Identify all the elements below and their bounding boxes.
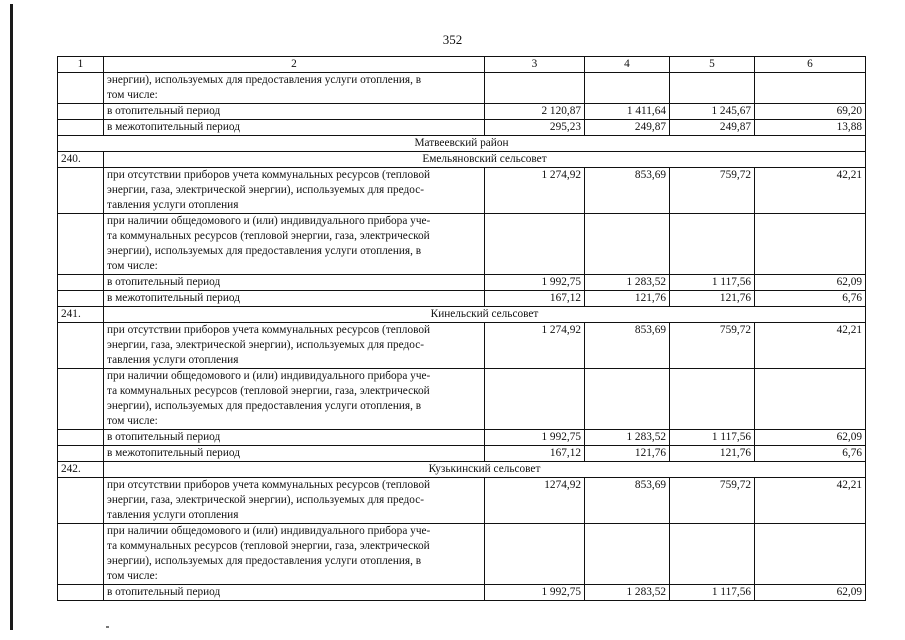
description-line: энергии), используемых для предоставления услуги отопления, в xyxy=(107,555,422,567)
value-cell: 295,23 xyxy=(485,120,585,136)
row-description xyxy=(104,478,485,524)
column-header: 6 xyxy=(755,57,866,73)
column-header: 2 xyxy=(104,57,485,73)
value-cell xyxy=(485,73,585,104)
value-cell: 249,87 xyxy=(670,120,755,136)
period-row xyxy=(58,430,866,446)
value-cell xyxy=(670,369,755,430)
tariff-table xyxy=(57,56,866,601)
description-line: та коммунальных ресурсов (тепловой энергии, газа, электрической xyxy=(107,230,430,242)
description-line: энергии), используемых для предоставления услуги отопления, в xyxy=(107,74,422,86)
value-cell: 42,21 xyxy=(755,478,866,524)
value-cell: 1 283,52 xyxy=(585,275,670,291)
description-line: тавления услуги отопления xyxy=(107,199,239,211)
description-row xyxy=(58,168,866,214)
row-description xyxy=(104,168,485,214)
value-cell: 759,72 xyxy=(670,478,755,524)
row-index-cell xyxy=(58,446,104,462)
row-label: в отопительный период xyxy=(104,585,485,601)
district-name: Матвеевский район xyxy=(58,136,866,152)
description-line: тавления услуги отопления xyxy=(107,509,239,521)
value-cell: 1 992,75 xyxy=(485,275,585,291)
description-line: при наличии общедомового и (или) индивидуального прибора уче- xyxy=(107,370,431,382)
value-cell: 249,87 xyxy=(585,120,670,136)
value-cell: 1 274,92 xyxy=(485,168,585,214)
value-cell: 2 120,87 xyxy=(485,104,585,120)
value-cell: 42,21 xyxy=(755,168,866,214)
row-index-cell xyxy=(58,478,104,524)
description-line: том числе: xyxy=(107,570,158,582)
value-cell: 13,88 xyxy=(755,120,866,136)
period-row xyxy=(58,275,866,291)
description-line: том числе: xyxy=(107,89,158,101)
description-line: при наличии общедомового и (или) индивидуального прибора уче- xyxy=(107,525,431,537)
description-line: при наличии общедомового и (или) индивидуального прибора уче- xyxy=(107,215,431,227)
value-cell: 1274,92 xyxy=(485,478,585,524)
column-header: 3 xyxy=(485,57,585,73)
description-row xyxy=(58,478,866,524)
value-cell: 759,72 xyxy=(670,323,755,369)
value-cell: 1 274,92 xyxy=(485,323,585,369)
description-row xyxy=(58,323,866,369)
description-line: том числе: xyxy=(107,260,158,272)
value-cell: 121,76 xyxy=(585,291,670,307)
value-cell xyxy=(670,214,755,275)
description-line: при отсутствии приборов учета коммунальных ресурсов (тепловой xyxy=(107,479,431,491)
value-cell xyxy=(670,524,755,585)
value-cell xyxy=(485,524,585,585)
section-number: 241. xyxy=(58,307,104,323)
section-row xyxy=(58,307,866,323)
description-line: энергии, газа, электрической энергии), используемых для предос- xyxy=(107,494,424,506)
row-description xyxy=(104,323,485,369)
value-cell: 6,76 xyxy=(755,291,866,307)
value-cell: 853,69 xyxy=(585,168,670,214)
section-row xyxy=(58,152,866,168)
value-cell: 1 992,75 xyxy=(485,585,585,601)
row-index-cell xyxy=(58,214,104,275)
row-index-cell xyxy=(58,104,104,120)
column-header: 5 xyxy=(670,57,755,73)
section-name: Емельяновский сельсовет xyxy=(104,152,866,168)
value-cell xyxy=(755,369,866,430)
description-line: энергии, газа, электрической энергии), используемых для предос- xyxy=(107,339,424,351)
value-cell: 121,76 xyxy=(670,446,755,462)
tariff-table-body xyxy=(58,57,866,601)
period-row xyxy=(58,291,866,307)
row-index-cell xyxy=(58,524,104,585)
value-cell xyxy=(755,73,866,104)
value-cell: 62,09 xyxy=(755,275,866,291)
description-line: энергии), используемых для предоставления услуги отопления, в xyxy=(107,400,422,412)
row-label: в межотопительный период xyxy=(104,446,485,462)
period-row xyxy=(58,120,866,136)
row-description xyxy=(104,214,485,275)
value-cell: 1 117,56 xyxy=(670,430,755,446)
row-description xyxy=(104,369,485,430)
value-cell: 1 117,56 xyxy=(670,585,755,601)
value-cell: 121,76 xyxy=(585,446,670,462)
value-cell: 1 992,75 xyxy=(485,430,585,446)
value-cell xyxy=(585,369,670,430)
value-cell: 1 245,67 xyxy=(670,104,755,120)
value-cell xyxy=(755,524,866,585)
period-row xyxy=(58,104,866,120)
row-index-cell xyxy=(58,168,104,214)
value-cell: 121,76 xyxy=(670,291,755,307)
value-cell: 62,09 xyxy=(755,585,866,601)
description-line: та коммунальных ресурсов (тепловой энергии, газа, электрической xyxy=(107,540,430,552)
value-cell: 69,20 xyxy=(755,104,866,120)
description-line: та коммунальных ресурсов (тепловой энергии, газа, электрической xyxy=(107,385,430,397)
period-row xyxy=(58,585,866,601)
section-number: 240. xyxy=(58,152,104,168)
column-header: 1 xyxy=(58,57,104,73)
row-description xyxy=(104,524,485,585)
row-index-cell xyxy=(58,120,104,136)
value-cell: 167,12 xyxy=(485,446,585,462)
row-description xyxy=(104,73,485,104)
table-header-row xyxy=(58,57,866,73)
row-label: в отопительный период xyxy=(104,275,485,291)
period-row xyxy=(58,446,866,462)
value-cell xyxy=(485,214,585,275)
value-cell: 62,09 xyxy=(755,430,866,446)
row-index-cell xyxy=(58,275,104,291)
value-cell: 1 283,52 xyxy=(585,585,670,601)
row-label: в отопительный период xyxy=(104,430,485,446)
column-header: 4 xyxy=(585,57,670,73)
scan-border-line xyxy=(10,4,13,630)
description-line: энергии, газа, электрической энергии), используемых для предос- xyxy=(107,184,424,196)
description-line: тавления услуги отопления xyxy=(107,354,239,366)
value-cell xyxy=(585,73,670,104)
value-cell xyxy=(755,214,866,275)
value-cell: 1 117,56 xyxy=(670,275,755,291)
section-number: 242. xyxy=(58,462,104,478)
row-label: в отопительный период xyxy=(104,104,485,120)
row-index-cell xyxy=(58,323,104,369)
value-cell xyxy=(670,73,755,104)
section-name: Кузькинский сельсовет xyxy=(104,462,866,478)
description-line: при отсутствии приборов учета коммунальных ресурсов (тепловой xyxy=(107,169,431,181)
row-label: в межотопительный период xyxy=(104,291,485,307)
page-number: 352 xyxy=(442,32,463,47)
value-cell: 6,76 xyxy=(755,446,866,462)
value-cell: 759,72 xyxy=(670,168,755,214)
value-cell xyxy=(485,369,585,430)
value-cell: 853,69 xyxy=(585,478,670,524)
value-cell xyxy=(585,214,670,275)
description-row xyxy=(58,214,866,275)
district-row xyxy=(58,136,866,152)
row-index-cell xyxy=(58,73,104,104)
value-cell: 42,21 xyxy=(755,323,866,369)
description-row xyxy=(58,524,866,585)
row-index-cell xyxy=(58,291,104,307)
value-cell: 167,12 xyxy=(485,291,585,307)
value-cell: 1 283,52 xyxy=(585,430,670,446)
section-name: Кинельский сельсовет xyxy=(104,307,866,323)
description-row xyxy=(58,73,866,104)
description-line: энергии), используемых для предоставления услуги отопления, в xyxy=(107,245,422,257)
description-line: том числе: xyxy=(107,415,158,427)
description-line: при отсутствии приборов учета коммунальных ресурсов (тепловой xyxy=(107,324,431,336)
value-cell: 853,69 xyxy=(585,323,670,369)
scan-speck xyxy=(106,626,109,628)
section-row xyxy=(58,462,866,478)
row-index-cell xyxy=(58,430,104,446)
row-index-cell xyxy=(58,585,104,601)
description-row xyxy=(58,369,866,430)
row-label: в межотопительный период xyxy=(104,120,485,136)
value-cell xyxy=(585,524,670,585)
row-index-cell xyxy=(58,369,104,430)
value-cell: 1 411,64 xyxy=(585,104,670,120)
